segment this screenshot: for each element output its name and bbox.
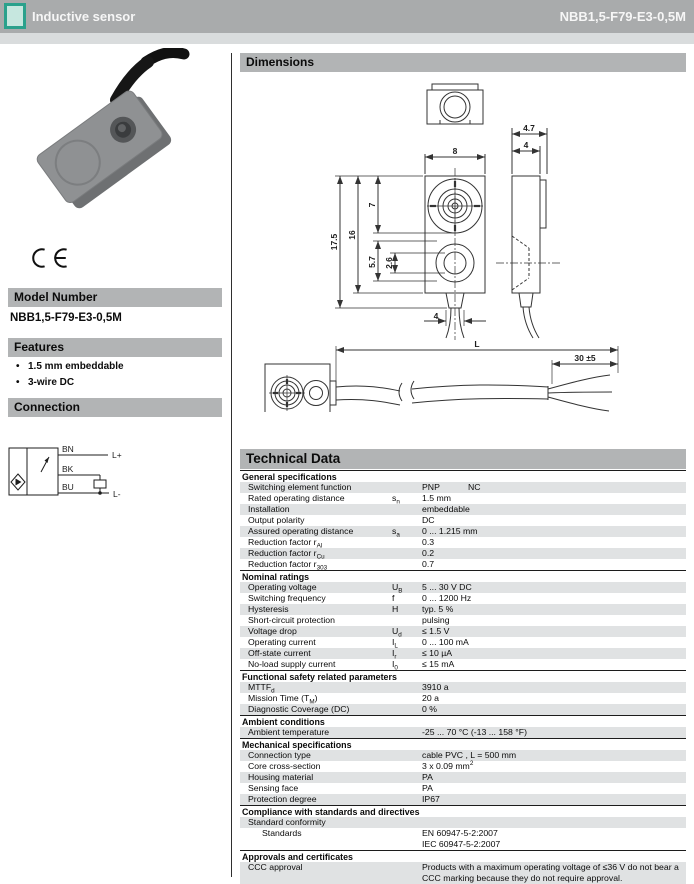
spec-symbol: f <box>392 593 395 603</box>
spec-symbol: $s_a$ <box>392 526 400 539</box>
spec-label: Hysteresis <box>248 604 289 614</box>
spec-label: Sensing face <box>248 783 299 793</box>
spec-label: Rated operating distance <box>248 493 345 503</box>
spec-row <box>240 761 686 772</box>
spec-label: Assured operating distance <box>248 526 354 536</box>
spec-label: Reduction factor $r_{303}$ <box>248 559 328 572</box>
features-list <box>12 361 220 393</box>
spec-row <box>240 648 686 659</box>
spec-row <box>240 504 686 515</box>
spec-value: 0 % <box>422 704 437 714</box>
spec-value: pulsing <box>422 615 450 625</box>
spec-label: Voltage drop <box>248 626 297 636</box>
ce-mark-icon <box>26 245 70 271</box>
spec-symbol: H <box>392 604 399 614</box>
spec-row <box>240 704 686 715</box>
dim-label-height-body: 16 <box>347 230 357 240</box>
dim-label-gland-width: 4 <box>433 311 439 321</box>
spec-value: 1.5 mm <box>422 493 451 503</box>
wire-label-bk: BK <box>62 464 74 474</box>
technical-data-table <box>240 470 686 884</box>
spec-label: No-load supply current <box>248 659 336 669</box>
feature-item <box>12 377 220 388</box>
spec-row <box>240 559 686 570</box>
connection-section-header: Connection <box>8 398 222 417</box>
spec-section-title: Mechanical specifications <box>240 738 686 750</box>
dimensions-section-header: Dimensions <box>240 53 686 72</box>
dim-label-sensing-offset: 7 <box>367 202 377 208</box>
spec-label: Operating voltage <box>248 582 317 592</box>
spec-row <box>240 637 686 648</box>
spec-value: EN 60947-5-2:2007 IEC 60947-5-2:2007 <box>422 828 501 849</box>
spec-row <box>240 604 686 615</box>
dim-label-hole-inner: 2.6 <box>384 257 394 269</box>
spec-value: DC <box>422 515 435 525</box>
spec-value: 0 ... 1.215 mm <box>422 526 478 536</box>
spec-label: Operating current <box>248 637 316 647</box>
spec-symbol: $s_n$ <box>392 493 400 506</box>
features-section-header: Features <box>8 338 222 357</box>
spec-label: CCC approval <box>248 862 303 872</box>
spec-label: Reduction factor $r_{Cu}$ <box>248 548 325 561</box>
wire-label-lminus: L- <box>113 489 121 499</box>
connection-diagram <box>8 432 222 537</box>
spec-row <box>240 693 686 704</box>
spec-row <box>240 582 686 593</box>
spec-label: Installation <box>248 504 290 514</box>
spec-value: Products with a maximum operating voltage of ≤36 V do not bear a CCC marking because they do not require approval. <box>422 862 679 883</box>
spec-label: Diagnostic Coverage (DC) <box>248 704 350 714</box>
right-column <box>240 44 686 883</box>
spec-value: 0 ... 100 mA <box>422 637 469 647</box>
spec-value: 3910 a <box>422 682 449 692</box>
spec-value: -25 ... 70 °C (-13 ... 158 °F) <box>422 727 527 737</box>
spec-row <box>240 626 686 637</box>
spec-value: ≤ 15 mA <box>422 659 455 669</box>
spec-label: Housing material <box>248 772 314 782</box>
spec-symbol: $U_B$ <box>392 582 403 595</box>
spec-section-title: Compliance with standards and directives <box>240 805 686 817</box>
spec-symbol: $I_0$ <box>392 659 398 672</box>
brand-icon <box>4 3 26 29</box>
spec-value: 5 ... 30 V DC <box>422 582 472 592</box>
spec-value: ≤ 1.5 V <box>422 626 450 636</box>
spec-value: typ. 5 % <box>422 604 454 614</box>
spec-label: Off-state current <box>248 648 311 658</box>
spec-section-title: Nominal ratings <box>240 570 686 582</box>
spec-value: IP67 <box>422 794 440 804</box>
spec-row <box>240 526 686 537</box>
dimension-drawing <box>240 78 686 412</box>
bullet-icon: • <box>16 377 20 388</box>
spec-value: PA <box>422 772 433 782</box>
header-model-number: NBB1,5-F79-E3-0,5M <box>559 9 686 24</box>
spec-section-title: General specifications <box>240 470 686 482</box>
spec-label: Standard conformity <box>248 817 326 827</box>
spec-value: 0.3 <box>422 537 435 547</box>
spec-label: $MTTF_d$ <box>248 682 275 695</box>
spec-row <box>240 537 686 548</box>
spec-row <box>240 615 686 626</box>
spec-row <box>240 727 686 738</box>
spec-value: 3 x 0.09 $mm^2$ <box>422 760 474 771</box>
spec-label: Core cross-section <box>248 761 321 771</box>
spec-row <box>240 828 686 850</box>
dim-label-height-total: 17.5 <box>329 233 339 251</box>
wire-label-lplus: L+ <box>112 450 122 460</box>
dim-label-front-width: 8 <box>452 146 458 156</box>
spec-section-title: Ambient conditions <box>240 715 686 727</box>
spec-label: Reduction factor $r_{Al}$ <box>248 537 323 550</box>
spec-value: PNP <box>422 482 440 492</box>
product-photo-image <box>8 48 208 243</box>
spec-label: Short-circuit protection <box>248 615 335 625</box>
dim-label-cable-length: L <box>474 339 480 349</box>
model-number-value: NBB1,5-F79-E3-0,5M <box>10 312 122 324</box>
spec-row <box>240 772 686 783</box>
model-number-section-header: Model Number <box>8 288 222 307</box>
header-substrip <box>0 33 694 44</box>
spec-label: Output polarity <box>248 515 305 525</box>
spec-label: Switching element function <box>248 482 352 492</box>
technical-data-section-header: Technical Data <box>240 449 686 469</box>
spec-row <box>240 493 686 504</box>
spec-symbol: $I_r$ <box>392 648 397 661</box>
feature-item <box>12 361 220 372</box>
feature-text: 3-wire DC <box>28 377 75 388</box>
page-header <box>0 0 694 33</box>
feature-text: 1.5 mm embeddable <box>28 361 124 372</box>
spec-label: Protection degree <box>248 794 317 804</box>
spec-section-title: Functional safety related parameters <box>240 670 686 682</box>
spec-row <box>240 794 686 805</box>
spec-row <box>240 482 686 493</box>
spec-label: Connection type <box>248 750 311 760</box>
spec-row <box>240 548 686 559</box>
spec-value: cable PVC , L = 500 mm <box>422 750 517 760</box>
spec-label: Standards <box>262 828 302 838</box>
spec-row <box>240 783 686 794</box>
spec-value: 0.2 <box>422 548 435 558</box>
spec-label: Mission Time $(T_M)$ <box>248 693 318 706</box>
spec-section-title: Approvals and certificates <box>240 850 686 862</box>
spec-row <box>240 817 686 828</box>
spec-symbol: $I_L$ <box>392 637 398 650</box>
left-column <box>8 44 222 874</box>
spec-value: ≤ 10 µA <box>422 648 453 658</box>
spec-label: Ambient temperature <box>248 727 330 737</box>
spec-row <box>240 750 686 761</box>
spec-value: 0.7 <box>422 559 435 569</box>
spec-row <box>240 682 686 693</box>
column-divider <box>231 53 232 877</box>
spec-symbol: $U_d$ <box>392 626 402 639</box>
spec-value: 0 ... 1200 Hz <box>422 593 472 603</box>
spec-value: embeddable <box>422 504 470 514</box>
spec-value: 20 a <box>422 693 439 703</box>
dim-label-side-depth-outer: 4.7 <box>523 123 535 133</box>
wire-label-bu: BU <box>62 482 74 492</box>
wire-label-bn: BN <box>62 444 74 454</box>
dim-label-side-depth: 4 <box>523 140 529 150</box>
dim-label-strip-length: 30 ±5 <box>574 353 596 363</box>
spec-row <box>240 862 686 884</box>
spec-row <box>240 515 686 526</box>
spec-row <box>240 593 686 604</box>
spec-row <box>240 659 686 670</box>
spec-label: Switching frequency <box>248 593 326 603</box>
product-type-title: Inductive sensor <box>32 9 136 24</box>
bullet-icon: • <box>16 361 20 372</box>
spec-value: PA <box>422 783 433 793</box>
spec-value-2: NC <box>468 482 481 492</box>
dim-label-hole-offset: 5.7 <box>367 256 377 268</box>
